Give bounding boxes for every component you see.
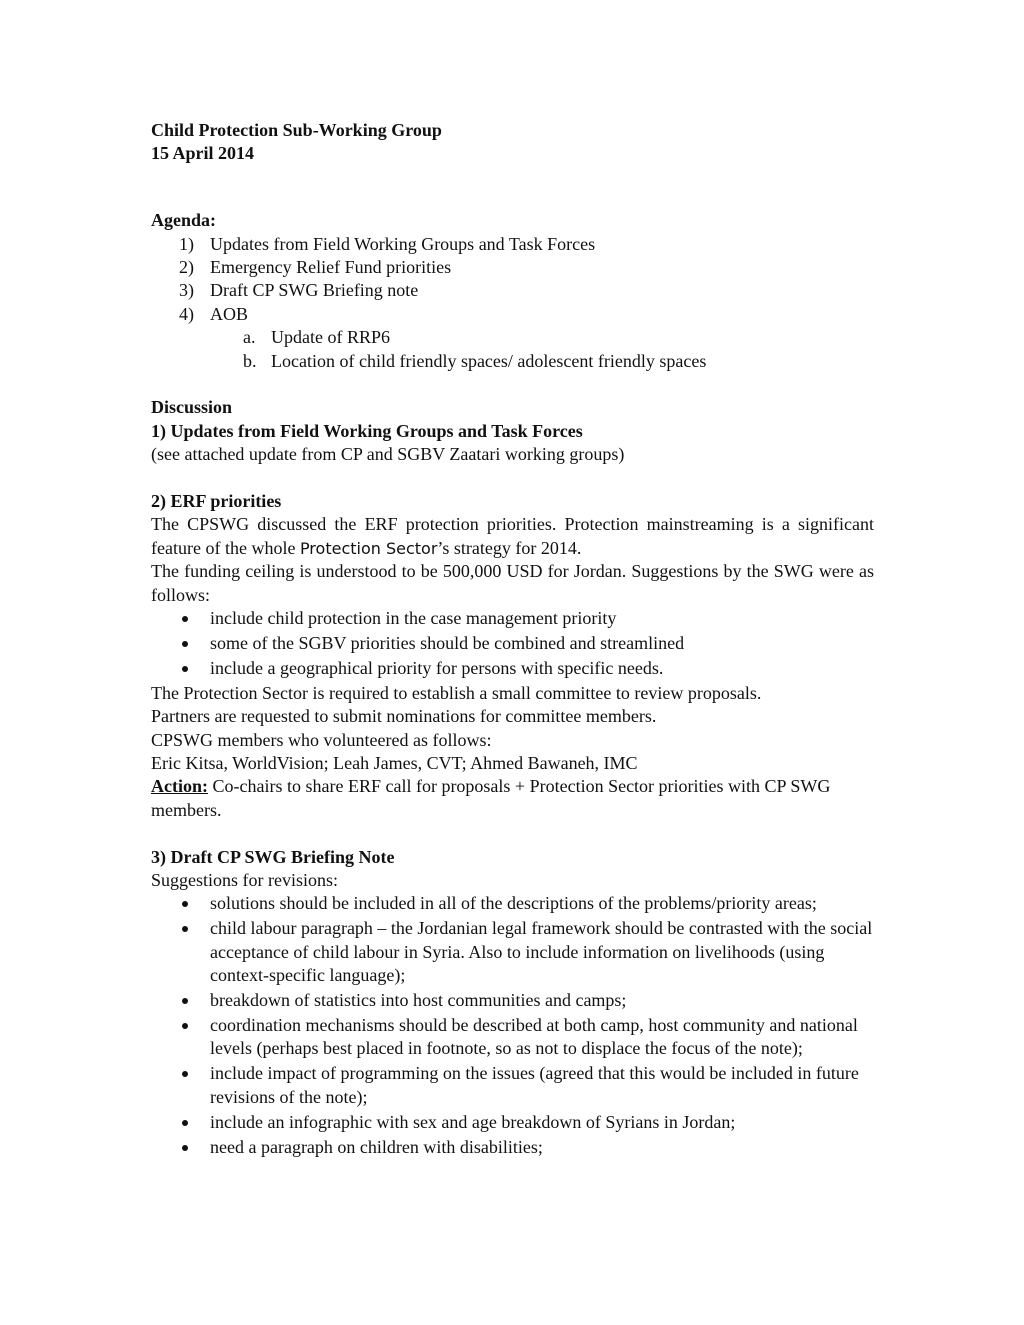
list-marker: b. [243, 350, 257, 371]
list-marker: a. [243, 327, 256, 348]
section-2-heading: 2) ERF priorities [151, 491, 282, 512]
bullet-icon [182, 666, 188, 672]
section-2-paragraph-1 [151, 513, 874, 560]
list-marker: 2) [179, 257, 194, 278]
bullet-icon [182, 926, 188, 932]
section-2-line-2: Partners are requested to submit nominations for committee members. [151, 706, 657, 727]
section-2-line-3: CPSWG members who volunteered as follows: [151, 729, 492, 750]
list-item [151, 1062, 874, 1109]
erf-suggestions-list [151, 607, 874, 680]
list-item [151, 917, 874, 987]
list-marker: 4) [179, 303, 194, 324]
agenda-heading: Agenda: [151, 210, 217, 231]
document-title: Child Protection Sub-Working Group [151, 120, 442, 140]
list-item [151, 632, 874, 655]
list-item-text: include an infographic with sex and age breakdown of Syrians in Jordan; [210, 1111, 736, 1132]
agenda-item [151, 233, 874, 256]
section-1-text: (see attached update from CP and SGBV Zaatari working groups) [151, 444, 625, 465]
agenda-item [151, 279, 874, 302]
list-item [151, 657, 874, 680]
paragraph-text: ’s strategy for 2014. [437, 537, 582, 558]
paragraph-text: The CPSWG discussed the ERF protection priorities. Protection mainstreaming is a significant feature of the whole [151, 514, 874, 558]
list-item [151, 1014, 874, 1061]
agenda-subitem-text: Update of RRP6 [271, 327, 390, 348]
agenda-list [151, 233, 874, 327]
bullet-icon [182, 641, 188, 647]
list-item [151, 989, 874, 1012]
bullet-icon [182, 1071, 188, 1077]
bullet-icon [182, 1145, 188, 1151]
list-item-text: breakdown of statistics into host communities and camps; [210, 990, 627, 1011]
bullet-icon [182, 998, 188, 1004]
agenda-subitem [151, 350, 874, 373]
agenda-subitem [151, 326, 874, 349]
list-item-text: child labour paragraph – the Jordanian legal framework should be contrasted with the social acceptance of child labour in Syria. Also to include information on livelihoods (using context-specific language); [210, 918, 873, 986]
volunteer-list: Eric Kitsa, WorldVision; Leah James, CVT; Ahmed Bawaneh, IMC [151, 753, 638, 774]
bullet-icon [182, 901, 188, 907]
list-item [151, 892, 874, 915]
agenda-subitem-text: Location of child friendly spaces/ adolescent friendly spaces [271, 350, 707, 371]
discussion-heading: Discussion [151, 397, 233, 418]
section-3-intro: Suggestions for revisions: [151, 870, 338, 891]
list-item-text: include child protection in the case management priority [210, 608, 617, 629]
list-item [151, 1111, 874, 1134]
document-page [151, 119, 874, 1160]
list-marker: 1) [179, 233, 194, 254]
list-marker: 3) [179, 280, 194, 301]
section-3-heading: 3) Draft CP SWG Briefing Note [151, 846, 395, 867]
bullet-icon [182, 616, 188, 622]
action-text: Co-chairs to share ERF call for proposals + Protection Sector priorities with CP SWG members. [151, 776, 831, 820]
revision-suggestions-list [151, 892, 874, 1158]
list-item-text: include impact of programming on the issues (agreed that this would be included in future revisions of the note); [210, 1063, 859, 1107]
list-item [151, 1136, 874, 1159]
bullet-icon [182, 1023, 188, 1029]
bullet-icon [182, 1120, 188, 1126]
list-item [151, 607, 874, 630]
list-item-text: coordination mechanisms should be described at both camp, host community and national levels (perhaps best placed in footnote, so as not to displace the focus of the note); [210, 1014, 858, 1059]
protection-sector-text: Protection Sector [299, 538, 438, 558]
agenda-item-text: Updates from Field Working Groups and Task Forces [210, 233, 596, 254]
agenda-item-text: Emergency Relief Fund priorities [210, 257, 452, 278]
list-item-text: solutions should be included in all of the descriptions of the problems/priority areas; [210, 893, 817, 914]
list-item-text: include a geographical priority for persons with specific needs. [210, 657, 664, 678]
action-item [151, 775, 874, 822]
agenda-sublist [151, 326, 874, 373]
section-2-line-1: The Protection Sector is required to establish a small committee to review proposals. [151, 682, 762, 703]
list-item-text: need a paragraph on children with disabilities; [210, 1136, 543, 1157]
agenda-item [151, 303, 874, 326]
document-date: 15 April 2014 [151, 143, 255, 164]
section-2-paragraph-2: The funding ceiling is understood to be 500,000 USD for Jordan. Suggestions by the SWG were as follows: [151, 561, 874, 605]
section-1-heading: 1) Updates from Field Working Groups and Task Forces [151, 420, 583, 441]
action-label: Action: [151, 776, 208, 797]
agenda-item [151, 256, 874, 279]
agenda-item-text: Draft CP SWG Briefing note [210, 280, 419, 301]
list-item-text: some of the SGBV priorities should be combined and streamlined [210, 632, 685, 653]
agenda-item-text: AOB [210, 303, 249, 324]
